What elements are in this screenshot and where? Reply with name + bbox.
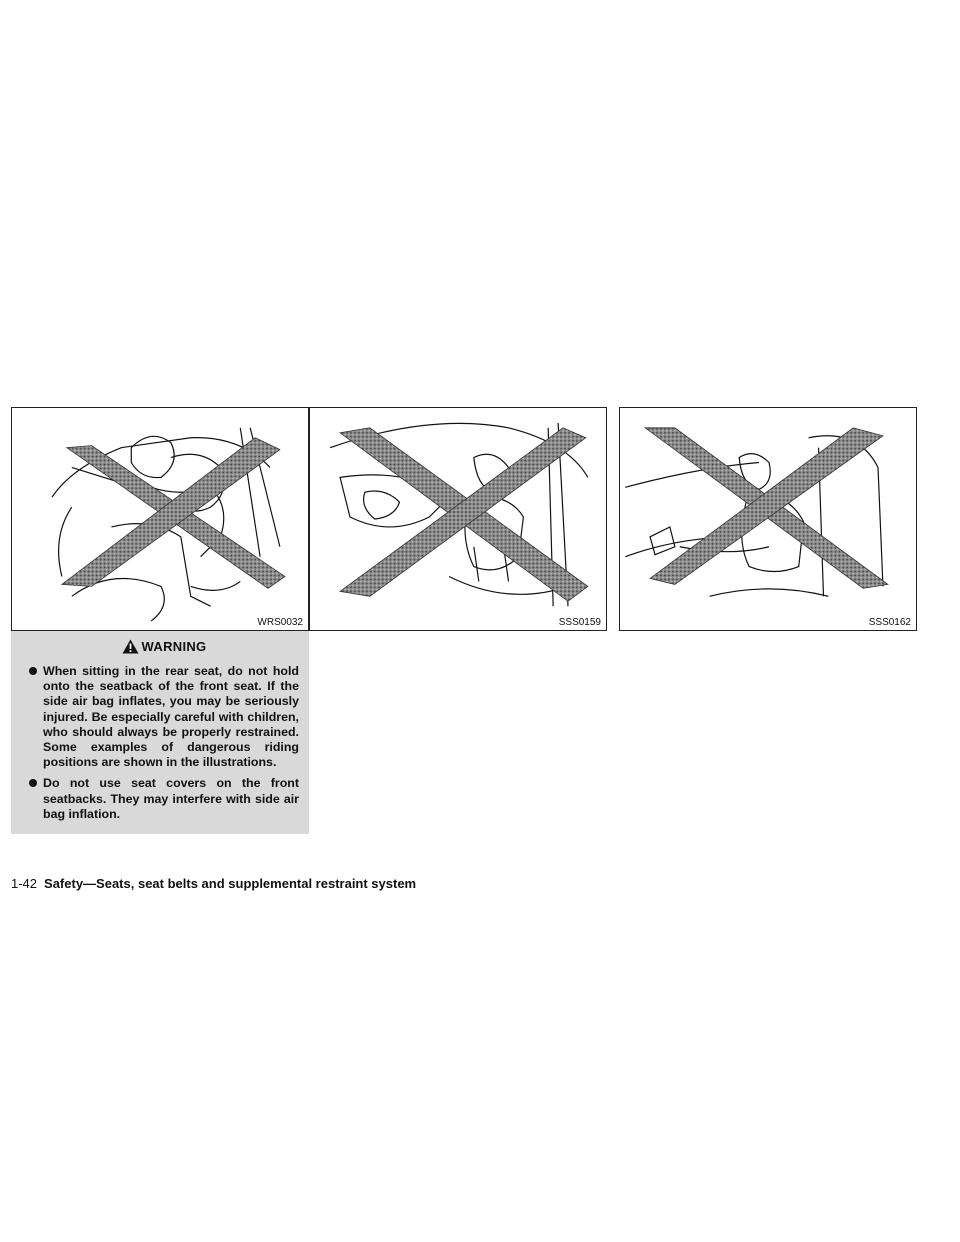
rear-passenger-illustration-art [12,408,308,630]
warning-header [29,639,299,654]
figure-code: SSS0159 [558,617,601,628]
bullet-icon [29,667,37,675]
section-title: Safety—Seats, seat belts and supplemental restraint system [44,876,417,891]
illustration-child-front [309,407,607,631]
figure-code: WRS0032 [257,617,303,628]
bullet-icon [29,779,37,787]
warning-item [29,664,299,770]
warning-item-text: Do not use seat covers on the front seatbacks. They may interfere with side air bag inflation. [43,776,299,821]
page-footer [11,876,416,891]
warning-item [29,776,299,822]
page-number: 1-42 [11,876,38,891]
warning-item-text: When sitting in the rear seat, do not hold onto the seatback of the front seat. If the side air bag inflates, you may be seriously injured. Be especially careful with children, who should always be properly restrained. Some examples of dangerous riding positions are shown in the illustrations. [43,664,299,770]
warning-triangle-icon [122,639,139,654]
child-front-illustration-art [310,408,606,630]
figure-code: SSS0162 [868,617,911,628]
illustration-child-sleeping [619,407,917,631]
warning-box [11,631,309,834]
warning-title: WARNING [141,639,207,654]
child-sleeping-illustration-art [620,408,916,630]
illustration-rear-passenger [11,407,309,631]
